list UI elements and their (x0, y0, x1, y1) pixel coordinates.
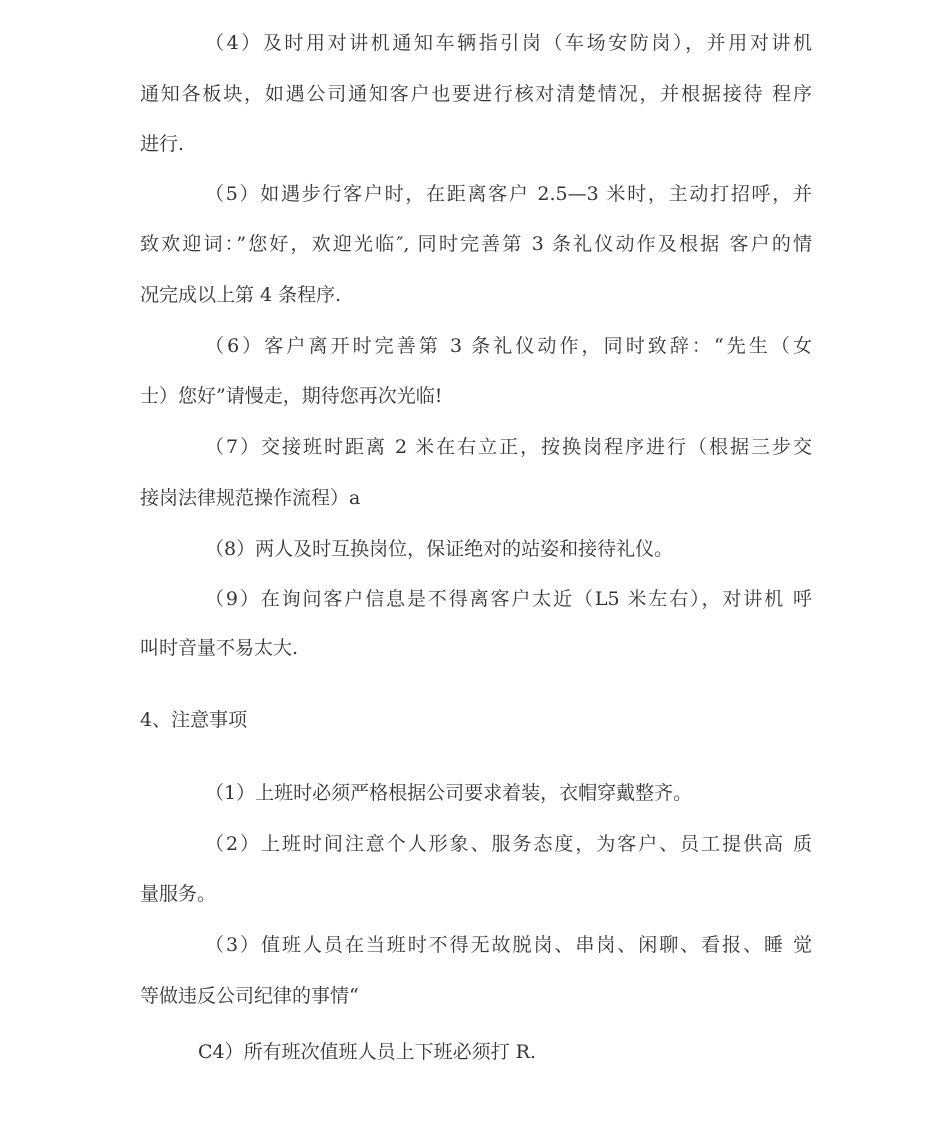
item-8-line-1: （8）两人及时互换岗位，保证绝对的站姿和接待礼仪。 (205, 538, 674, 560)
note-2-line-2: 量服务。 (140, 883, 217, 905)
note-2-line-1: （2）上班时间注意个人形象、服务态度，为客户、员工提供高 质 (205, 833, 812, 855)
item-7-line-1: （7）交接班时距离 2 米在右立正，按换岗程序进行（根据三步交 (205, 436, 812, 458)
item-7-line-2: 接岗法律规范操作流程）a (140, 487, 361, 509)
item-4-line-3: 进行. (140, 133, 185, 155)
note-3-line-1: （3）值班人员在当班时不得无故脱岗、串岗、闲聊、看报、睡 觉 (205, 934, 812, 956)
note-1-line-1: （1）上班时必须严格根据公司要求着装，衣帽穿戴整齐。 (205, 782, 693, 804)
item-5-line-2: 致欢迎词：”您好，欢迎光临″, 同时完善第 3 条礼仪动作及根据 客户的情 (140, 233, 812, 255)
item-5-line-3: 况完成以上第 4 条程序. (140, 284, 342, 306)
item-9-line-2: 叫时音量不易太大. (140, 637, 299, 659)
item-6-line-1: （6）客户离开时完善第 3 条礼仪动作，同时致辞：“先生（女 (205, 335, 812, 357)
note-3-line-2: 等做违反公司纪律的事情“ (140, 985, 359, 1007)
item-9-line-1: （9）在询问客户信息是不得离客户太近（L5 米左右），对讲机 呼 (205, 588, 812, 610)
item-5-line-1: （5）如遇步行客户时，在距离客户 2.5—3 米时，主动打招呼，并 (205, 183, 812, 205)
item-6-line-2: 士）您好”请慢走，期待您再次光临! (140, 385, 443, 407)
item-4-line-1: （4）及时用对讲机通知车辆指引岗（车场安防岗），并用对讲机 (205, 32, 812, 54)
item-4-line-2: 通知各板块，如遇公司通知客户也要进行核对清楚情况，并根据接待 程序 (140, 83, 812, 105)
section-heading: 4、注意事项 (140, 709, 248, 731)
note-4-line-1: C4）所有班次值班人员上下班必须打 R. (198, 1041, 537, 1063)
